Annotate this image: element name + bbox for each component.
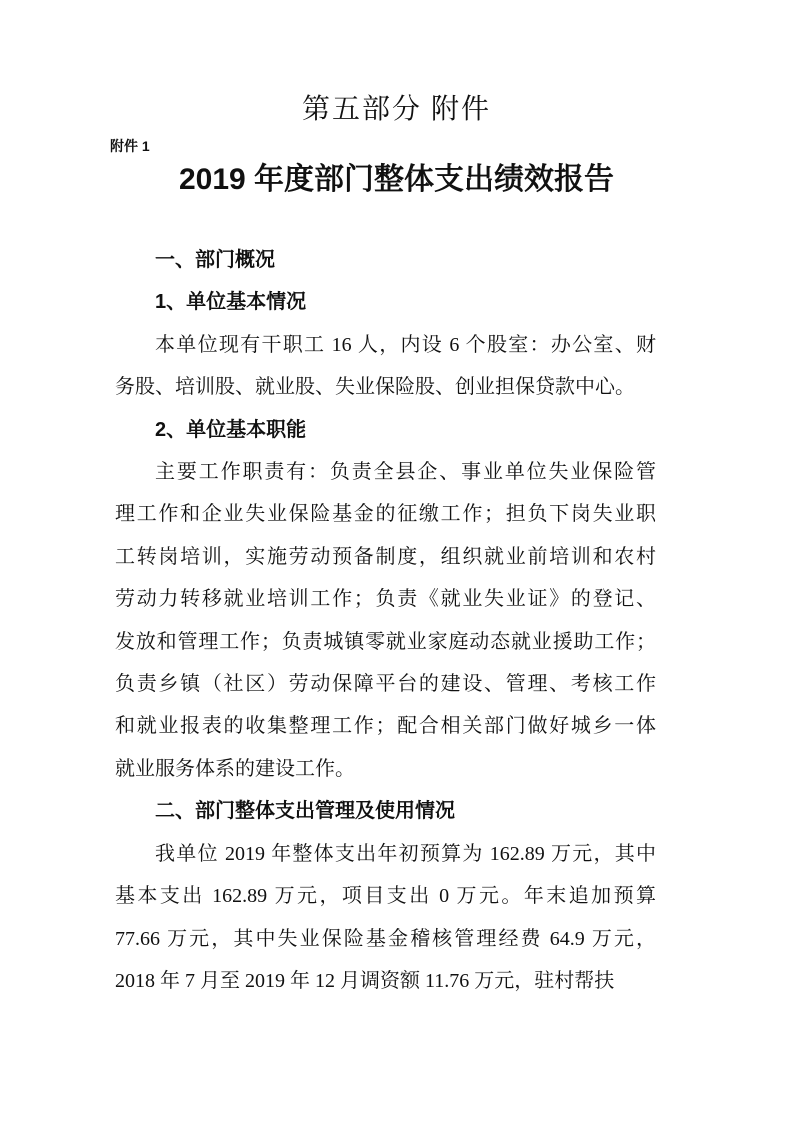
section-heading: 一、部门概况 — [155, 249, 275, 271]
paragraph-line: 本单位现有干职工 16 人，内设 6 个股室：办公室、财 — [155, 333, 656, 356]
attachment-label: 附件 1 — [110, 138, 150, 154]
section-heading: 1、单位基本情况 — [155, 291, 307, 314]
paragraph-line: 劳动力转移就业培训工作；负责《就业失业证》的登记、 — [115, 588, 656, 611]
paragraph-line: 77.66 万元，其中失业保险基金稽核管理经费 64.9 万元， — [115, 927, 656, 950]
paragraph-line: 理工作和企业失业保险基金的征缴工作；担负下岗失业职 — [115, 503, 656, 526]
paragraph-line: 负责乡镇（社区）劳动保障平台的建设、管理、考核工作 — [115, 673, 656, 696]
paragraph-line: 务股、培训股、就业股、失业保险股、创业担保贷款中心。 — [115, 376, 635, 399]
paragraph-line: 2018 年 7 月至 2019 年 12 月调资额 11.76 万元，驻村帮扶 — [115, 969, 615, 992]
part-title: 第五部分 附件 — [301, 94, 491, 125]
paragraph-line: 我单位 2019 年整体支出年初预算为 162.89 万元，其中 — [155, 842, 656, 865]
paragraph-line: 发放和管理工作；负责城镇零就业家庭动态就业援助工作； — [115, 630, 656, 653]
paragraph-line: 主要工作职责有：负责全县企、事业单位失业保险管 — [155, 461, 656, 484]
paragraph-line: 就业服务体系的建设工作。 — [115, 757, 355, 780]
paragraph-line: 工转岗培训，实施劳动预备制度，组织就业前培训和农村 — [115, 545, 656, 568]
document-body — [115, 239, 656, 1002]
paragraph-line: 和就业报表的收集整理工作；配合相关部门做好城乡一体 — [115, 715, 656, 738]
paragraph-line: 基本支出 162.89 万元，项目支出 0 万元。年末追加预算 — [115, 885, 656, 908]
section-heading: 2、单位基本职能 — [155, 418, 307, 441]
section-heading: 二、部门整体支出管理及使用情况 — [155, 800, 455, 823]
report-title: 2019 年度部门整体支出绩效报告 — [178, 163, 615, 196]
